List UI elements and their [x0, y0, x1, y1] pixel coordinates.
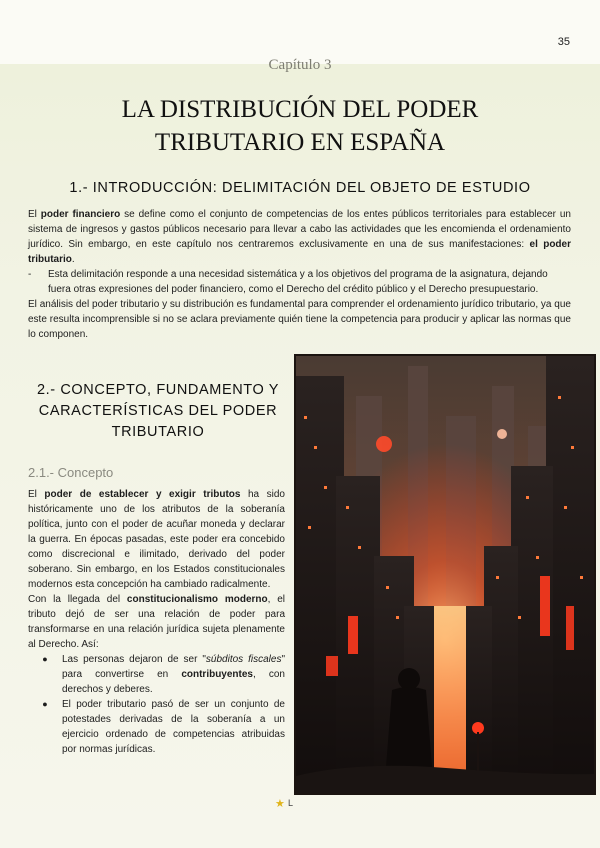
- text-run: El: [28, 489, 45, 500]
- footer-text: L: [288, 798, 294, 808]
- bold-term: poder financiero: [40, 209, 121, 220]
- subsection-heading: 2.1.- Concepto: [28, 465, 114, 480]
- text-run: .: [71, 254, 75, 265]
- bold-term: el poder tributario: [28, 239, 571, 265]
- intro-paragraph-1: [28, 207, 571, 267]
- text-run: Con la llegada del: [28, 594, 127, 605]
- lantern-icon: [376, 436, 392, 452]
- bullet-icon: ●: [42, 699, 48, 709]
- intro-paragraph-2: El análisis del poder tributario y su distribución es fundamental para comprender el ordenamiento jurídico tributario, ya que este resulta incomprensible si no se aclara previamente quién tiene la competencia para producir y aplicar las normas que lo componen.: [28, 299, 571, 340]
- page-title-line2: TRIBUTARIO EN ESPAÑA: [154, 129, 446, 156]
- bullet-icon: ●: [42, 654, 48, 664]
- bold-term: poder de establecer y exigir tributos: [44, 489, 241, 500]
- list-item-text: El poder tributario pasó de ser un conjunto de potestades derivadas de la soberanía a un ejercicio ordenado de competencias atribuidas por normas jurídicas.: [62, 699, 285, 755]
- italic-term: súbditos fiscales: [205, 654, 282, 665]
- text-run: Las personas dejaron de ser ": [62, 654, 206, 665]
- dash-marker: -: [28, 269, 32, 280]
- city-illustration-svg: [296, 356, 594, 793]
- page-number: 35: [557, 36, 570, 48]
- dash-item-text: Esta delimitación responde a una necesidad sistemática y a los objetivos del programa de la asignatura, dejando fuera otras expresiones del poder financiero, como el Derecho del crédito público y el Derecho presupuestario.: [48, 269, 548, 295]
- list-item-text: [62, 652, 285, 697]
- text-run: El: [28, 209, 41, 220]
- lantern-icon: [497, 429, 507, 439]
- concept-body: [28, 487, 285, 757]
- concept-paragraph-1: [28, 487, 285, 592]
- list-item: [28, 697, 285, 757]
- text-run: ha sido históricamente uno de los atributos de la soberanía política, junto con el poder de acuñar moneda y declarar la guerra. En épocas pasadas, este poder era concebido como discrecional e ilimitado, derivado del poder soberano. Sin embargo, en los Estados constitucionales modernos esta concepción ha cambiado radicalmente.: [28, 489, 285, 590]
- concept-paragraph-2: [28, 592, 285, 652]
- list-item: [28, 652, 285, 697]
- chapter-label: Capítulo 3: [268, 57, 332, 73]
- section1-heading: 1.- INTRODUCCIÓN: DELIMITACIÓN DEL OBJETO DE ESTUDIO: [69, 180, 531, 196]
- text-run: , el tributo dejó de ser una relación de poder para transformarse en una relación jurídica sujeta plenamente al Derecho. Así:: [28, 594, 285, 650]
- text-run: se define como el conjunto de competencias de los entes públicos territoriales para establecer un sistema de ingresos y gastos públicos necesario para llevar a cabo las actividades que les encomienda el ordenamiento jurídico. Sin embargo, en este capítulo nos centraremos exclusivamente en una de sus manifestaciones:: [28, 209, 571, 250]
- star-icon: ★: [275, 798, 285, 810]
- section2-heading-line2: CARACTERÍSTICAS DEL PODER: [38, 403, 278, 419]
- page-title: [0, 93, 600, 159]
- bold-term: constitucionalismo moderno: [126, 594, 268, 605]
- section1-body: [28, 207, 571, 342]
- page-title-line1: LA DISTRIBUCIÓN DEL PODER: [121, 96, 479, 123]
- city-illustration: [294, 354, 596, 795]
- text-run: , con derechos y deberes.: [62, 669, 285, 695]
- bullet-list: [28, 652, 285, 757]
- section2-heading-line3: TRIBUTARIO: [111, 424, 205, 440]
- section2-heading: [28, 380, 288, 443]
- dash-list-item: [28, 267, 571, 297]
- text-run: " para convertirse en: [62, 654, 286, 680]
- bold-term: contribuyentes: [181, 669, 253, 680]
- section2-heading-line1: 2.- CONCEPTO, FUNDAMENTO Y: [37, 382, 279, 398]
